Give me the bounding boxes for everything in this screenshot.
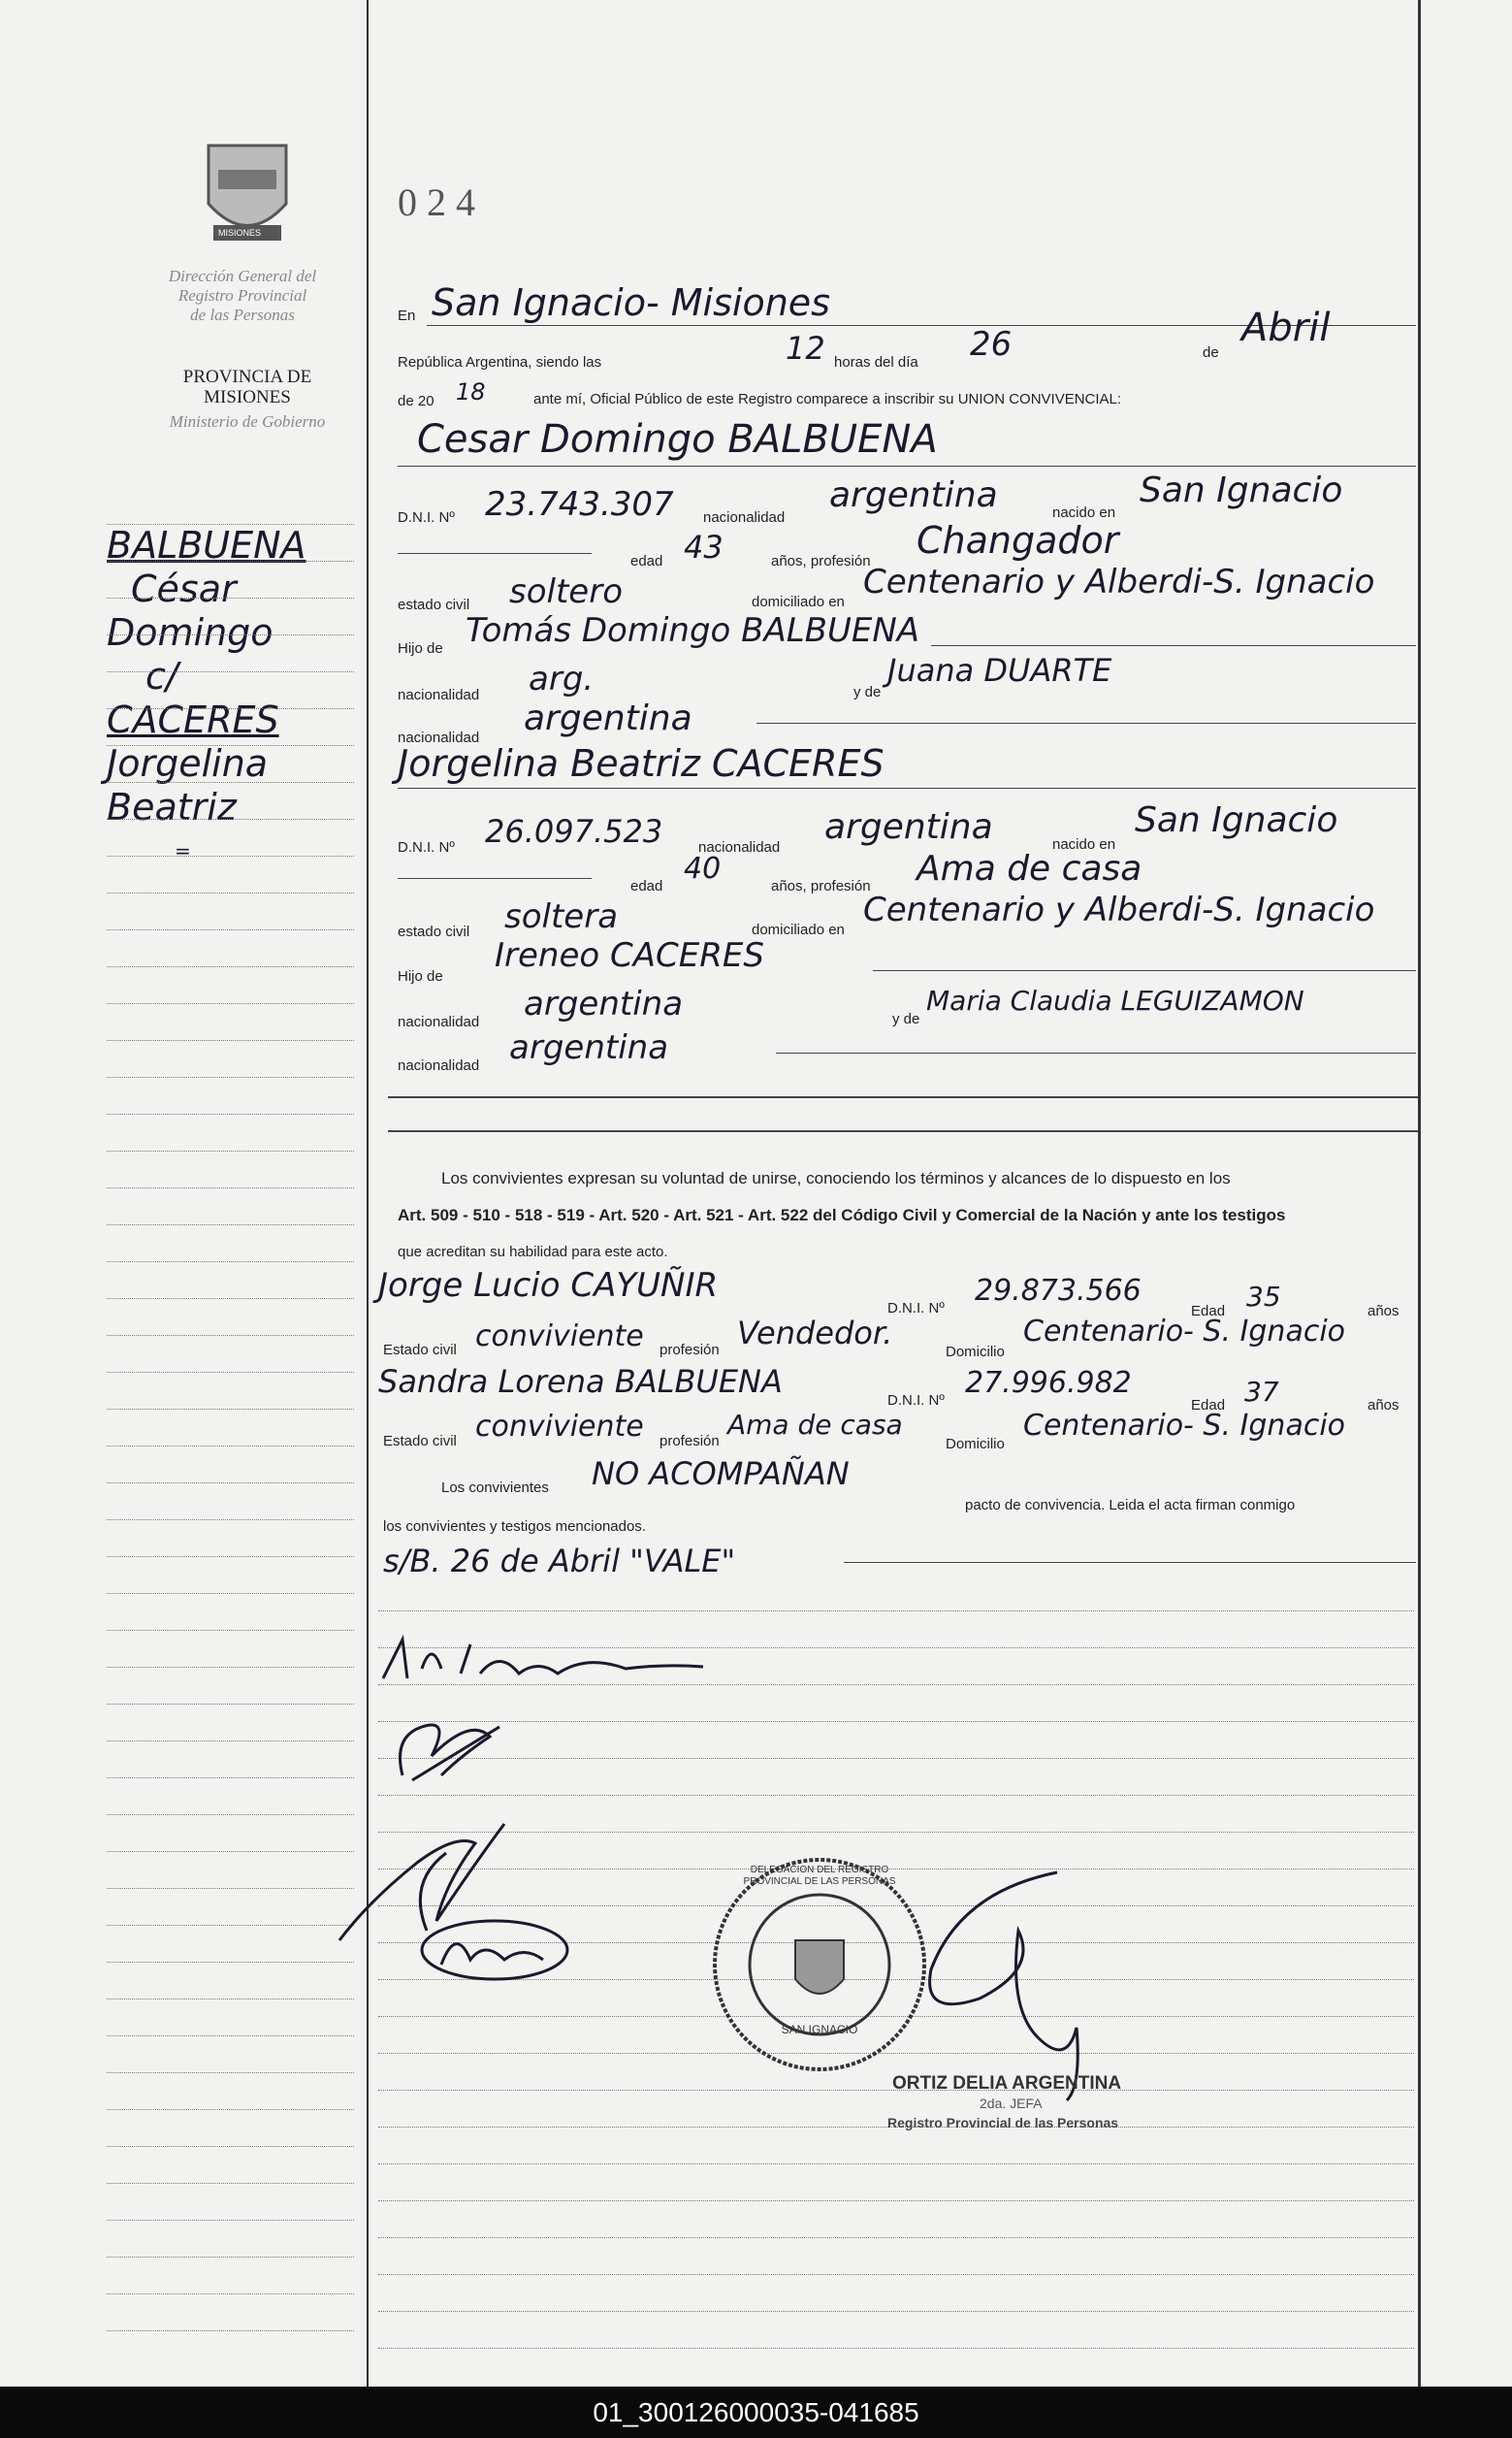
ministry-name: Ministerio de Gobierno [169, 412, 326, 431]
margin-rule-line [107, 1593, 354, 1594]
registry-stamp [708, 1853, 931, 2076]
province-seal [194, 136, 301, 252]
person2-mother-nat: argentina [509, 1028, 669, 1067]
margin-rule-line [107, 2330, 354, 2331]
witness2-dni: 27.996.982 [965, 1366, 1132, 1400]
p2-mother-line [776, 1053, 1416, 1054]
witness2-civil: conviviente [475, 1410, 644, 1444]
signature-rule-line [378, 2274, 1414, 2275]
p2-row2-line [398, 878, 592, 879]
w2-prof-label: profesión [659, 1433, 720, 1449]
nac-label-2c: nacionalidad [398, 1057, 480, 1074]
person1-mother: Juana DUARTE [887, 652, 1112, 689]
margin-name-1: BALBUENA [107, 524, 306, 567]
witness1-dni: 29.873.566 [975, 1274, 1142, 1308]
edad-label-2: edad [630, 878, 663, 894]
margin-rule-line [107, 2293, 354, 2294]
person2-age: 40 [684, 852, 722, 886]
official-office: Registro Provincial de las Personas [887, 2115, 1119, 2130]
pact-value: NO ACOMPAÑAN [592, 1455, 850, 1492]
official-role: 2da. JEFA [980, 2096, 1043, 2111]
margin-rule-line [107, 1372, 354, 1373]
person2-nationality: argentina [824, 807, 993, 847]
margin-rule [367, 0, 369, 2387]
margin-rule-line [107, 1077, 354, 1078]
person1-dni: 23.743.307 [485, 485, 674, 524]
w1-anos-label: años [1367, 1303, 1399, 1319]
person1-name-line [398, 466, 1416, 467]
edad-label-1: edad [630, 553, 663, 569]
dni-label-2: D.N.I. Nº [398, 839, 455, 856]
margin-rule-line [107, 1777, 354, 1778]
horas-label: horas del día [834, 354, 918, 371]
w2-civil-label: Estado civil [383, 1433, 457, 1449]
civil-label-2: estado civil [398, 924, 470, 940]
right-border [1418, 0, 1421, 2387]
witness2-profession: Ama de casa [727, 1409, 903, 1441]
margin-rule-line [107, 524, 354, 525]
margin-names [107, 524, 306, 873]
margin-name-5: CACERES [107, 699, 279, 741]
section-divider-2 [388, 1130, 1418, 1132]
stamp-city: SAN IGNACIO [781, 2023, 858, 2036]
nac-label-1b: nacionalidad [398, 687, 480, 703]
signature-rule-line [378, 2163, 1414, 2164]
signature-rule-line [378, 2311, 1414, 2312]
margin-rule-line [107, 2183, 354, 2184]
nac-label-1: nacionalidad [703, 509, 786, 526]
margin-rule-line [107, 1151, 354, 1152]
signature-rule-line [378, 2200, 1414, 2201]
margin-rule-line [107, 1519, 354, 1520]
person2-name: Jorgelina Beatriz CACERES [398, 742, 885, 785]
witness2-age: 37 [1244, 1376, 1279, 1408]
province-name [136, 367, 359, 407]
domic-label-2: domiciliado en [752, 922, 845, 938]
person2-birthplace: San Ignacio [1135, 800, 1338, 840]
margin-name-6: Jorgelina [107, 742, 269, 785]
nac-label-2: nacionalidad [698, 839, 781, 856]
person1-civil: soltero [509, 572, 623, 611]
yde-label-2: y de [892, 1011, 920, 1027]
day-field: 26 [970, 325, 1013, 364]
person1-father-nat: arg. [529, 660, 595, 699]
nacido-label-1: nacido en [1052, 504, 1116, 521]
vale-note: s/B. 26 de Abril "VALE" [383, 1543, 736, 1579]
anos-label-2: años, profesión [771, 878, 871, 894]
province-line-1: PROVINCIA DE [182, 367, 312, 387]
section-divider [388, 1096, 1418, 1098]
signature-5 [902, 1853, 1135, 2110]
witness2-name: Sandra Lorena BALBUENA [378, 1363, 783, 1400]
p1-father-line [931, 645, 1416, 646]
signature-rule-line [378, 2348, 1414, 2349]
witness1-civil: conviviente [475, 1319, 644, 1353]
margin-rule-line [107, 856, 354, 857]
de-label: de [1203, 344, 1219, 361]
year-field: 18 [456, 378, 486, 406]
year-prefix: de 20 [398, 393, 434, 409]
domic-label-1: domiciliado en [752, 594, 845, 610]
p2-father-line [873, 970, 1416, 971]
official-name: ORTIZ DELIA ARGENTINA [892, 2073, 1122, 2094]
margin-rule-line [107, 1740, 354, 1741]
signature-rule-line [378, 1610, 1414, 1611]
stamp-ring-text: DELEGACION DEL REGISTRO PROVINCIAL DE LAS PERSONAS [743, 1865, 896, 1887]
margin-rule-line [107, 1409, 354, 1410]
margin-rule-line [107, 2109, 354, 2110]
margin-rule-line [107, 1224, 354, 1225]
margin-rule-line [107, 2035, 354, 2036]
margin-rule-line [107, 1851, 354, 1852]
witness1-address: Centenario- S. Ignacio [1023, 1315, 1346, 1349]
margin-rule-line [107, 2257, 354, 2258]
person2-father-nat: argentina [524, 985, 684, 1024]
margin-rule-line [107, 634, 354, 635]
footer-code: 01_300126000035-041685 [0, 2387, 1512, 2438]
w1-civil-label: Estado civil [383, 1342, 457, 1358]
statement-line-3: que acreditan su habilidad para este acto. [398, 1244, 668, 1260]
person2-dni: 26.097.523 [485, 813, 663, 850]
w2-dni-label: D.N.I. Nº [887, 1392, 945, 1409]
margin-rule-line [107, 1114, 354, 1115]
margin-rule-line [107, 1962, 354, 1963]
signature-rule-line [378, 1758, 1414, 1759]
signature-rule-line [378, 2237, 1414, 2238]
margin-rule-line [107, 708, 354, 709]
person2-mother: Maria Claudia LEGUIZAMON [926, 985, 1304, 1017]
margin-rule-line [107, 1888, 354, 1889]
margin-rule-line [107, 1482, 354, 1483]
dept-line-1: Dirección General del [168, 267, 317, 285]
signature-4 [417, 1911, 582, 1994]
w2-anos-label: años [1367, 1397, 1399, 1414]
margin-rule-line [107, 782, 354, 783]
vale-line [844, 1562, 1416, 1563]
margin-name-7: Beatriz [107, 786, 237, 829]
margin-rule-line [107, 1187, 354, 1188]
margin-rule-line [107, 1261, 354, 1262]
witness1-name: Jorge Lucio CAYUÑIR [378, 1266, 719, 1305]
witness2-address: Centenario- S. Ignacio [1023, 1409, 1346, 1443]
witness1-profession: Vendedor. [737, 1315, 893, 1351]
w1-prof-label: profesión [659, 1342, 720, 1358]
margin-rule-line [107, 1446, 354, 1447]
hijo-label-2: Hijo de [398, 968, 443, 985]
w1-edad-label: Edad [1191, 1303, 1226, 1319]
person1-mother-nat: argentina [524, 699, 692, 738]
signature-2 [383, 1698, 519, 1800]
statement-line-2: Art. 509 - 510 - 518 - 519 - Art. 520 - Art. 521 - Art. 522 del Código Civil y Comercial de la Nación y ante los testigos [398, 1206, 1286, 1224]
person1-age: 43 [684, 529, 724, 566]
nac-label-1c: nacionalidad [398, 730, 480, 746]
p1-mother-line [756, 723, 1416, 724]
person1-name: Cesar Domingo BALBUENA [417, 417, 938, 462]
margin-rule-line [107, 1704, 354, 1705]
margin-rule-line [107, 1925, 354, 1926]
margin-name-8: = [175, 839, 191, 862]
dept-name [126, 267, 359, 325]
person1-birthplace: San Ignacio [1140, 471, 1343, 510]
civil-label-1: estado civil [398, 597, 470, 613]
person1-address: Centenario y Alberdi-S. Ignacio [863, 563, 1375, 601]
nac-label-2b: nacionalidad [398, 1014, 480, 1030]
place-field: San Ignacio- Misiones [432, 281, 830, 324]
witness1-age: 35 [1246, 1281, 1281, 1313]
person2-name-line [398, 788, 1416, 789]
seal-label: MISIONES [218, 228, 262, 238]
hijo-label-1: Hijo de [398, 640, 443, 657]
en-label: En [398, 308, 416, 324]
republica-label: República Argentina, siendo las [398, 354, 602, 371]
nacido-label-2: nacido en [1052, 836, 1116, 853]
signature-rule-line [378, 1721, 1414, 1722]
margin-rule-line [107, 819, 354, 820]
hour-field: 12 [786, 330, 825, 367]
statement-line-1: Los convivientes expresan su voluntad de unirse, conociendo los términos y alcances de lo dispuesto en los [441, 1169, 1231, 1187]
p1-row2-line [398, 553, 592, 554]
w2-domic-label: Domicilio [946, 1436, 1005, 1452]
margin-rule-line [107, 1556, 354, 1557]
margin-rule-line [107, 1040, 354, 1041]
pact-suffix: pacto de convivencia. Leida el acta firman conmigo [965, 1497, 1296, 1513]
signature-1 [373, 1620, 723, 1703]
person1-nationality: argentina [829, 475, 998, 515]
margin-rule-line [107, 745, 354, 746]
person2-civil: soltera [504, 897, 619, 936]
record-number: 0 2 4 [398, 180, 475, 224]
margin-rule-line [107, 1298, 354, 1299]
anos-label-1: años, profesión [771, 553, 871, 569]
margin-rule-line [107, 2220, 354, 2221]
person2-address: Centenario y Alberdi-S. Ignacio [863, 891, 1375, 929]
dept-line-2: Registro Provincial [177, 286, 307, 305]
margin-rule-line [107, 598, 354, 599]
margin-rule-line [107, 1814, 354, 1815]
margin-rule-line [107, 2072, 354, 2073]
margin-rule-line [107, 893, 354, 894]
margin-rule-line [107, 1003, 354, 1004]
margin-name-4: c/ [145, 655, 178, 698]
person2-father: Ireneo CACERES [495, 936, 764, 975]
margin-rule-line [107, 2146, 354, 2147]
margin-name-2: César [131, 568, 237, 610]
month-field: Abril [1241, 306, 1331, 350]
yde-label-1: y de [853, 684, 882, 700]
margin-rule-line [107, 1630, 354, 1631]
w1-dni-label: D.N.I. Nº [887, 1300, 945, 1317]
dni-label-1: D.N.I. Nº [398, 509, 455, 526]
margin-rule-line [107, 929, 354, 930]
margin-name-3: Domingo [107, 611, 273, 654]
person1-father: Tomás Domingo BALBUENA [466, 611, 920, 650]
dept-line-3: de las Personas [190, 306, 295, 324]
margin-rule-line [107, 1667, 354, 1668]
pact-line-2: los convivientes y testigos mencionados. [383, 1518, 646, 1535]
province-line-2: MISIONES [204, 387, 291, 407]
person2-profession: Ama de casa [917, 849, 1142, 889]
signature-rule-line [378, 1795, 1414, 1796]
person1-profession: Changador [917, 519, 1119, 562]
margin-rule-line [107, 966, 354, 967]
oficial-text: ante mí, Oficial Público de este Registro comparece a inscribir su UNION CONVIVENCIAL: [533, 391, 1122, 407]
pact-prefix: Los convivientes [441, 1479, 549, 1496]
w1-domic-label: Domicilio [946, 1344, 1005, 1360]
margin-rule-line [107, 561, 354, 562]
margin-rule-line [107, 671, 354, 672]
margin-rule-line [107, 1335, 354, 1336]
w2-edad-label: Edad [1191, 1397, 1226, 1414]
